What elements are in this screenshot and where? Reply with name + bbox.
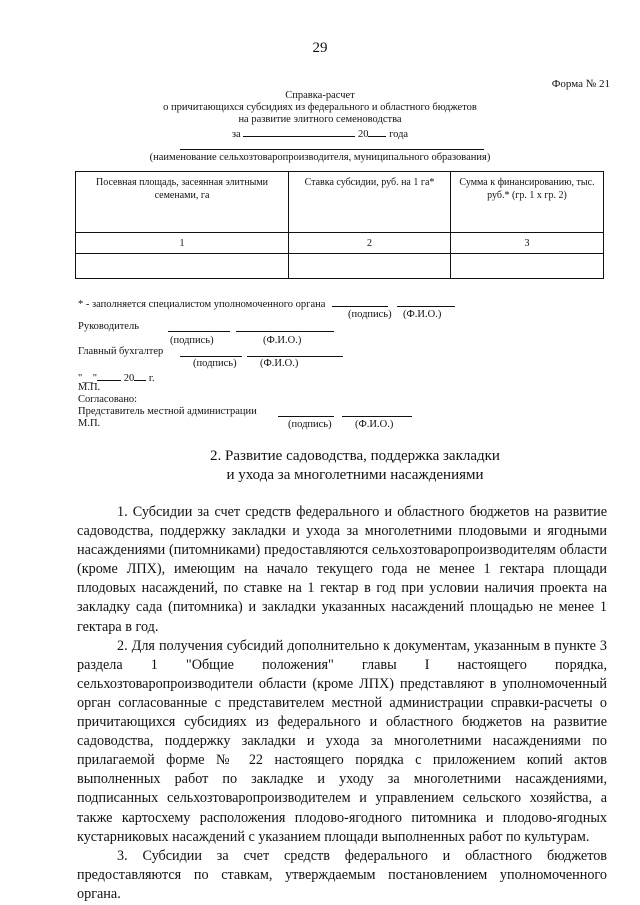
section-title: 2. Развитие садоводства, поддержка закладки <box>210 448 500 464</box>
admin-sign-caption: (подпись) <box>288 419 332 430</box>
date-year: 20 <box>123 373 135 384</box>
paragraph: 2. Для получения субсидий дополнительно к документам, указанным в пункте 3 раздела 1 "Общие положения" главы I настоящего порядка, сельхозтоваропроизводители области (кроме ЛПХ) представляют в уполномоченный орган согласованные с представителем местной администрации справки-расчеты о причитающихся субсидиях из федерального и областного бюджетов на развитие садоводства, поддержку закладки и ухода за многолетними насаждениями по прилагаемой форме № 22 настоящего порядка с приложением копий актов выполненных работ по закладке и уходу за многолетними насаждениями, подписанных сельхозтоваропроизводителем и управлением сельского хозяйства, а также картосхему расположения плодово-ягодного питомника и плодово-ягодных кустарниковых насаждений с указанием площади выполненных работ по культурам. <box>77 637 607 845</box>
page-number: 29 <box>312 40 328 56</box>
form-title: Справка-расчет <box>285 90 355 101</box>
admin-rep-label: Представитель местной администрации <box>78 406 257 417</box>
producer-line <box>180 149 484 150</box>
head-name-caption: (Ф.И.О.) <box>263 335 302 346</box>
footnote-sign-caption: (подпись) <box>348 309 392 320</box>
table-cell <box>451 254 604 279</box>
year-blank <box>368 125 386 137</box>
table-header-cell: Ставка субсидии, руб. на 1 га* <box>289 172 451 233</box>
agreed-label: Согласовано: <box>78 394 138 405</box>
admin-name-caption: (Ф.И.О.) <box>355 419 394 430</box>
accountant-label: Главный бухгалтер <box>78 346 164 357</box>
head-name-line <box>236 331 334 332</box>
table-row <box>76 254 604 279</box>
head-label: Руководитель <box>78 321 139 332</box>
period-line <box>0 125 640 141</box>
form-label: Форма № 21 <box>551 78 610 90</box>
period-blank <box>243 125 355 137</box>
section-body <box>77 503 607 904</box>
table-cell: 1 <box>76 233 289 254</box>
table-header-cell: Сумма к финансированию, тыс. руб.* (гр. 1 x гр. 2) <box>451 172 604 233</box>
date-suffix: г. <box>148 373 155 384</box>
accountant-sign-caption: (подпись) <box>193 358 237 369</box>
table-cell <box>289 254 451 279</box>
head-sign-line <box>168 331 230 332</box>
footnote-name-caption: (Ф.И.О.) <box>403 309 442 320</box>
paragraph: 1. Субсидии за счет средств федерального и областного бюджетов на развитие садоводства, поддержку закладки и ухода за многолетними плодовыми и ягодными насаждениями (питомниками) предоставляются сельхозтоваропроизводителям области (кроме ЛПХ), имеющим на начало текущего года не менее 1 гектара площади плодовых насаждений, по ставке на 1 гектар в год при условии наличия проекта на закладку сада (питомника) и закладки указанных насаждений площадью не менее 1 гектара в год. <box>77 504 607 635</box>
footnote-sign-blank <box>332 295 388 307</box>
producer-caption: (наименование сельхозтоваропроизводителя, муниципального образования) <box>149 152 491 163</box>
accountant-name-caption: (Ф.И.О.) <box>260 358 299 369</box>
date-day: "__" <box>78 373 98 384</box>
seal-mark: М.П. <box>78 418 101 429</box>
period-prefix: за <box>231 129 241 140</box>
date-year-blank <box>134 369 146 381</box>
period-year-prefix: 20 <box>357 129 369 140</box>
form-subject: на развитие элитного семеноводства <box>238 114 402 125</box>
subsidy-table <box>75 171 604 279</box>
footnote <box>78 295 455 311</box>
table-header-cell: Посевная площадь, засеянная элитными семенами, га <box>76 172 289 233</box>
footnote-name-blank <box>397 295 455 307</box>
table-header-row <box>76 172 604 233</box>
form-subtitle: о причитающихся субсидиях из федерального и областного бюджетов <box>163 102 477 113</box>
paragraph: 3. Субсидии за счет средств федерального и областного бюджетов предоставляются по ставкам, утверждаемым постановлением уполномоченного органа. <box>77 847 607 902</box>
period-suffix: года <box>389 129 409 140</box>
table-cell: 2 <box>289 233 451 254</box>
admin-sign-line <box>278 416 334 417</box>
date-month-blank <box>97 369 121 381</box>
table-row <box>76 233 604 254</box>
section-title-line2: и ухода за многолетними насаждениями <box>226 467 484 483</box>
footnote-text: * - заполняется специалистом уполномоченного органа <box>78 299 326 310</box>
seal-mark: М.П. <box>78 382 101 393</box>
table-cell: 3 <box>451 233 604 254</box>
table-cell <box>76 254 289 279</box>
head-sign-caption: (подпись) <box>170 335 214 346</box>
admin-name-line <box>342 416 412 417</box>
